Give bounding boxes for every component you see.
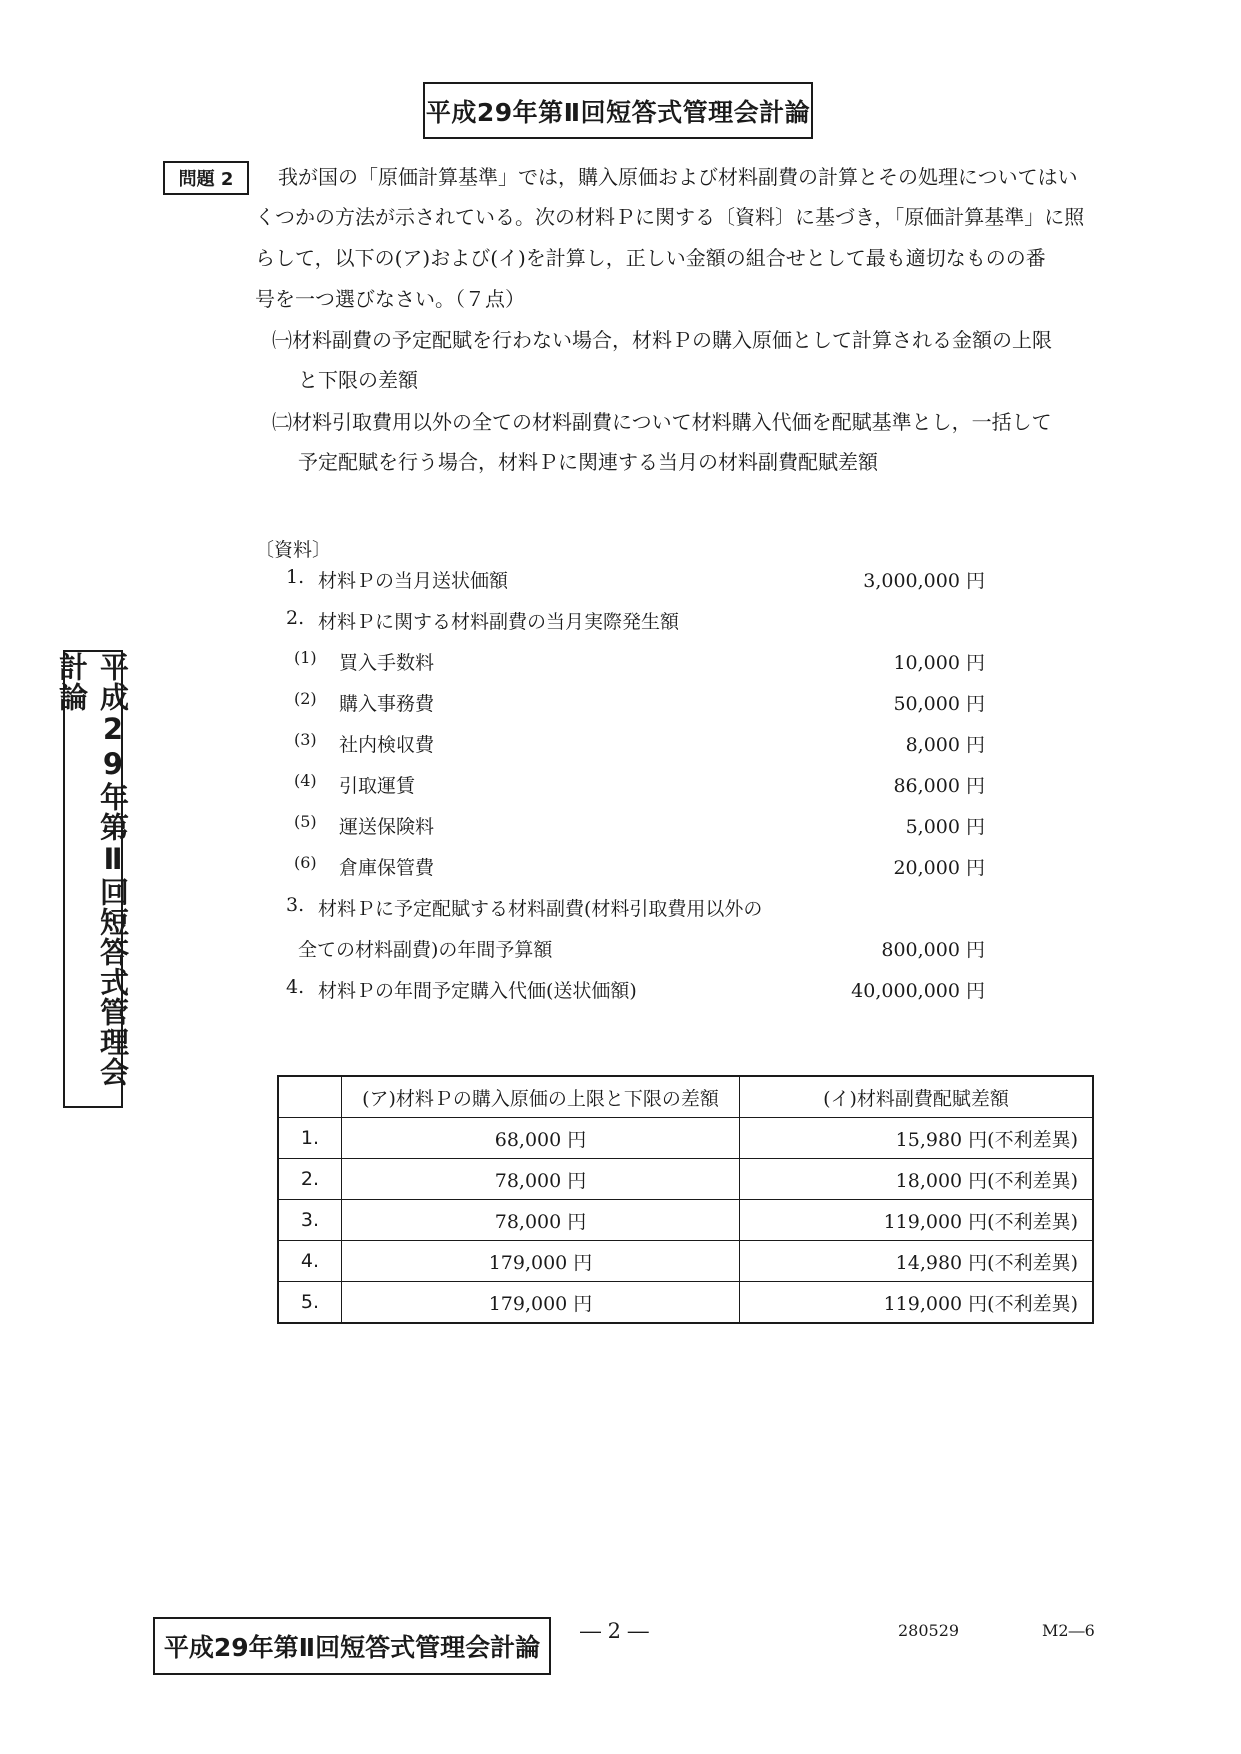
resource-item-1-amount: 3,000,000 円 <box>863 570 985 592</box>
resource-item-1-num: 1. <box>286 566 305 588</box>
resource-subitem-1 <box>0 648 1241 688</box>
resource-item-4-num: 4. <box>286 976 305 998</box>
choice-i-value: 15,980 円(不利差異) <box>740 1118 1094 1159</box>
page-title <box>423 82 813 139</box>
resource-subitem-3-amount: 8,000 円 <box>905 734 985 756</box>
page-number: ― 2 ― <box>580 1619 649 1643</box>
resource-item-2-label: 材料Ｐに関する材料副費の当月実際発生額 <box>318 611 680 633</box>
choice-a-value: 179,000 円 <box>342 1241 740 1282</box>
resource-subitem-6 <box>0 853 1241 893</box>
choice-a-value: 78,000 円 <box>342 1200 740 1241</box>
resource-item-2-num: 2. <box>286 607 305 629</box>
resource-item-4 <box>0 976 1241 1016</box>
resource-item-3-amount: 800,000 円 <box>881 939 985 961</box>
sub-question-i-line-2: 予定配賦を行う場合，材料Ｐに関連する当月の材料副費配賦差額 <box>298 450 878 474</box>
question-line-4: 号を一つ選びなさい。（７点） <box>255 287 525 311</box>
page-code: M2―6 <box>1042 1621 1095 1640</box>
choice-number: 4. <box>278 1241 342 1282</box>
choice-a-value: 179,000 円 <box>342 1282 740 1324</box>
question-line-2: くつかの方法が示されている。次の材料Ｐに関する〔資料〕に基づき，「原価計算基準」に照 <box>255 205 1085 229</box>
resource-subitem-3-label: 社内検収費 <box>339 734 435 756</box>
table-row <box>278 1200 1093 1241</box>
resource-subitem-5 <box>0 812 1241 852</box>
header-a: (ア)材料Ｐの購入原価の上限と下限の差額 <box>342 1076 740 1118</box>
resource-subitem-2 <box>0 689 1241 729</box>
resource-subitem-3 <box>0 730 1241 770</box>
table-row <box>278 1159 1093 1200</box>
resources-heading: 〔資料〕 <box>255 539 332 561</box>
resource-subitem-1-label: 買入手数料 <box>339 652 435 674</box>
question-label <box>163 161 249 195</box>
choice-number: 1. <box>278 1118 342 1159</box>
resource-item-3-label-2: 全ての材料副費)の年間予算額 <box>298 939 553 961</box>
resource-subitem-2-label: 購入事務費 <box>339 693 435 715</box>
table-row <box>278 1241 1093 1282</box>
resource-item-3 <box>0 894 1241 934</box>
header-i: (イ)材料副費配賦差額 <box>740 1076 1094 1118</box>
footer-title-box <box>153 1617 551 1675</box>
resource-subitem-6-amount: 20,000 円 <box>893 857 985 879</box>
exam-code: 280529 <box>898 1621 960 1640</box>
choice-i-value: 119,000 円(不利差異) <box>740 1200 1094 1241</box>
question-line-3: らして，以下の(ア)および(イ)を計算し，正しい金額の組合せとして最も適切なものの番 <box>255 246 1046 270</box>
resource-item-1 <box>0 566 1241 606</box>
choice-number: 2. <box>278 1159 342 1200</box>
sub-question-a-line-2: と下限の差額 <box>298 368 418 392</box>
choice-number: 3. <box>278 1200 342 1241</box>
sub-question-a-line-1: ㈠材料副費の予定配賦を行わない場合，材料Ｐの購入原価として計算される金額の上限 <box>272 328 1052 352</box>
resource-item-4-label: 材料Ｐの年間予定購入代価(送状価額) <box>318 980 637 1002</box>
side-label-text: 平成29年第Ⅱ回短答式管理会計論 <box>55 652 130 1087</box>
resource-item-3-label: 材料Ｐに予定配賦する材料副費(材料引取費用以外の <box>318 898 763 920</box>
resource-item-4-amount: 40,000,000 円 <box>851 980 985 1002</box>
choice-i-value: 18,000 円(不利差異) <box>740 1159 1094 1200</box>
resource-subitem-4 <box>0 771 1241 811</box>
table-row <box>278 1282 1093 1324</box>
resource-subitem-3-num: (3) <box>294 730 317 749</box>
resource-subitem-1-num: (1) <box>294 648 317 667</box>
resource-subitem-2-num: (2) <box>294 689 317 708</box>
table-header-row <box>278 1076 1093 1118</box>
resource-subitem-5-amount: 5,000 円 <box>905 816 985 838</box>
resource-subitem-1-amount: 10,000 円 <box>893 652 985 674</box>
resource-subitem-4-num: (4) <box>294 771 317 790</box>
answer-choices-table <box>277 1075 1094 1324</box>
page-title-text: 平成29年第Ⅱ回短答式管理会計論 <box>425 97 811 127</box>
question-line-1: 我が国の「原価計算基準」では，購入原価および材料副費の計算とその処理についてはい <box>278 165 1078 189</box>
resource-subitem-5-label: 運送保険料 <box>339 816 435 838</box>
resource-subitem-2-amount: 50,000 円 <box>893 693 985 715</box>
choice-i-value: 119,000 円(不利差異) <box>740 1282 1094 1324</box>
resource-item-3-cont <box>0 935 1241 975</box>
choice-number: 5. <box>278 1282 342 1324</box>
choice-a-value: 78,000 円 <box>342 1159 740 1200</box>
sub-question-i-line-1: ㈡材料引取費用以外の全ての材料副費について材料購入代価を配賦基準とし，一括して <box>272 410 1052 434</box>
resource-subitem-6-label: 倉庫保管費 <box>339 857 435 879</box>
resource-item-3-num: 3. <box>286 894 305 916</box>
side-label-box <box>55 650 130 1108</box>
resource-item-1-label: 材料Ｐの当月送状価額 <box>318 570 509 592</box>
table-row <box>278 1118 1093 1159</box>
header-number <box>278 1076 342 1118</box>
resource-item-2 <box>0 607 1241 647</box>
choice-a-value: 68,000 円 <box>342 1118 740 1159</box>
question-label-text: 問題 2 <box>178 169 234 190</box>
resource-subitem-5-num: (5) <box>294 812 317 831</box>
resource-subitem-6-num: (6) <box>294 853 317 872</box>
resource-subitem-4-label: 引取運賃 <box>339 775 416 797</box>
footer-title-text: 平成29年第Ⅱ回短答式管理会計論 <box>163 1633 541 1662</box>
choice-i-value: 14,980 円(不利差異) <box>740 1241 1094 1282</box>
resource-subitem-4-amount: 86,000 円 <box>893 775 985 797</box>
